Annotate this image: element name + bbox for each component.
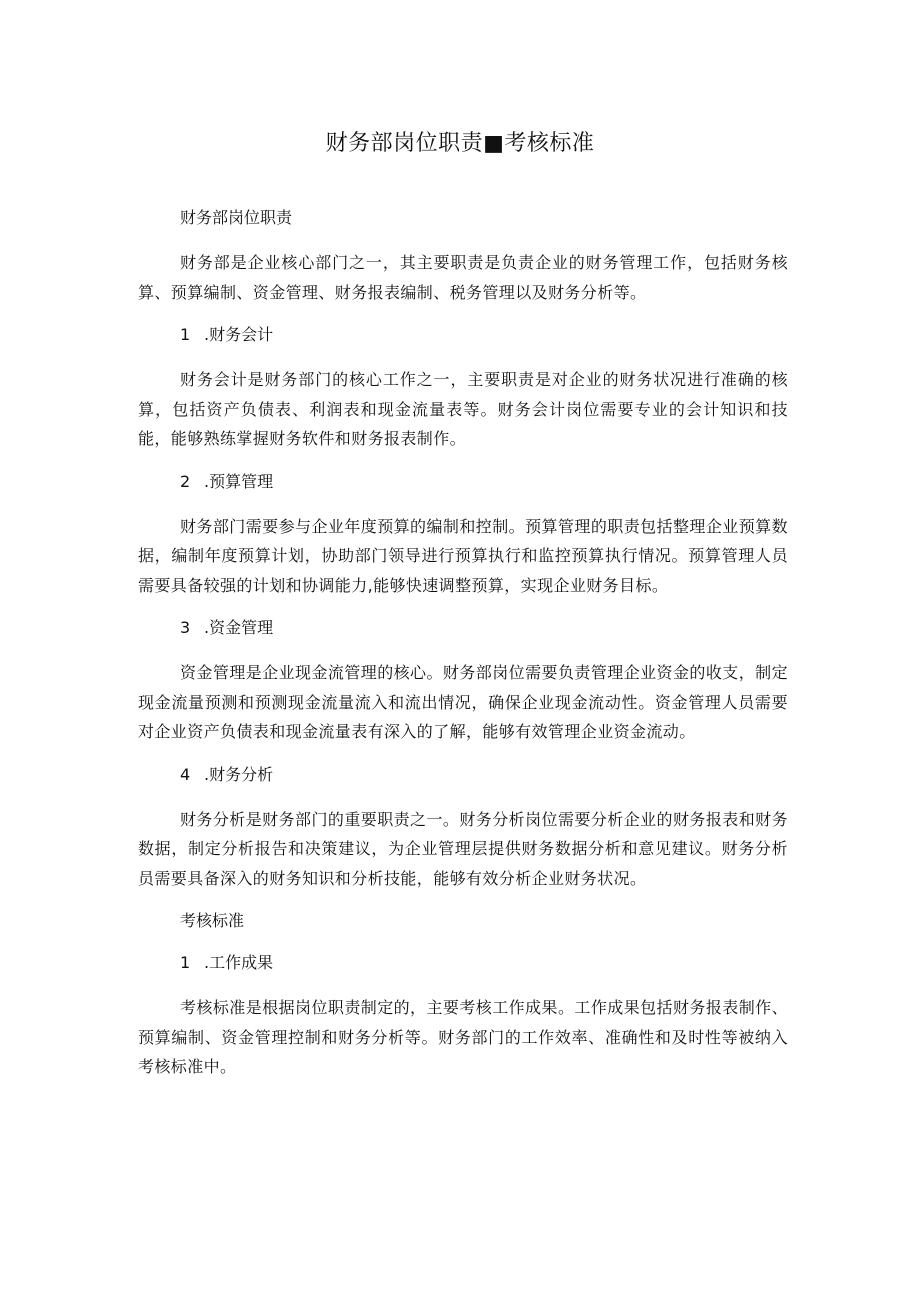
heading-number: 3 — [180, 618, 191, 637]
paragraph-fund-management: 资金管理是企业现金流管理的核心。财务部岗位需要负责管理企业资金的收支，制定现金流量预测和预测现金流量流入和流出情况，确保企业现金流动性。资金管理人员需要对企业资产负债表和现金流量表有深入的了解，能够有效管理企业资金流动。 — [138, 663, 788, 741]
paragraph-financial-accounting: 财务会计是财务部门的核心工作之一，主要职责是对企业的财务状况进行准确的核算，包括资产负债表、利润表和现金流量表等。财务会计岗位需要专业的会计知识和技能，能够熟练掌握财务软件和财务报表制作。 — [138, 370, 788, 448]
subheading-financial-analysis — [138, 763, 788, 787]
paragraph-intro: 财务部是企业核心部门之一，其主要职责是负责企业的财务管理工作，包括财务核算、预算编制、资金管理、财务报表编制、税务管理以及财务分析等。 — [138, 253, 788, 302]
paragraph-budget-management: 财务部门需要参与企业年度预算的编制和控制。预算管理的职责包括整理企业预算数据，编制年度预算计划，协助部门领导进行预算执行和监控预算执行情况。预算管理人员需要具备较强的计划和协调能力,能够快速调整预算，实现企业财务目标。 — [138, 516, 788, 595]
section-heading-duties — [138, 206, 788, 230]
heading-text: 财务部岗位职责 — [180, 208, 293, 227]
document-title: 财务部岗位职责■考核标准 — [325, 131, 595, 156]
heading-number: 1 — [180, 953, 191, 972]
heading-text: .工作成果 — [204, 953, 274, 972]
heading-text: .预算管理 — [204, 471, 274, 491]
subheading-work-results — [138, 951, 788, 975]
heading-text: .财务会计 — [204, 325, 274, 344]
subheading-budget-management — [138, 470, 788, 494]
heading-text: 考核标准 — [180, 911, 245, 930]
section-heading-assessment — [138, 909, 788, 933]
document-body — [138, 206, 788, 1098]
subheading-financial-accounting — [138, 323, 788, 347]
heading-number: 1 — [180, 325, 191, 344]
heading-text: .资金管理 — [204, 618, 274, 637]
heading-number: 2 — [180, 471, 191, 491]
heading-number: 4 — [180, 764, 191, 784]
paragraph-financial-analysis: 财务分析是财务部门的重要职责之一。财务分析岗位需要分析企业的财务报表和财务数据，制定分析报告和决策建议，为企业管理层提供财务数据分析和意见建议。财务分析员需要具备深入的财务知识和分析技能，能够有效分析企业财务状况。 — [138, 809, 788, 888]
heading-text: .财务分析 — [204, 764, 274, 784]
subheading-fund-management — [138, 616, 788, 640]
paragraph-work-results: 考核标准是根据岗位职责制定的，主要考核工作成果。工作成果包括财务报表制作、预算编制、资金管理控制和财务分析等。财务部门的工作效率、准确性和及时性等被纳入考核标准中。 — [138, 998, 788, 1076]
